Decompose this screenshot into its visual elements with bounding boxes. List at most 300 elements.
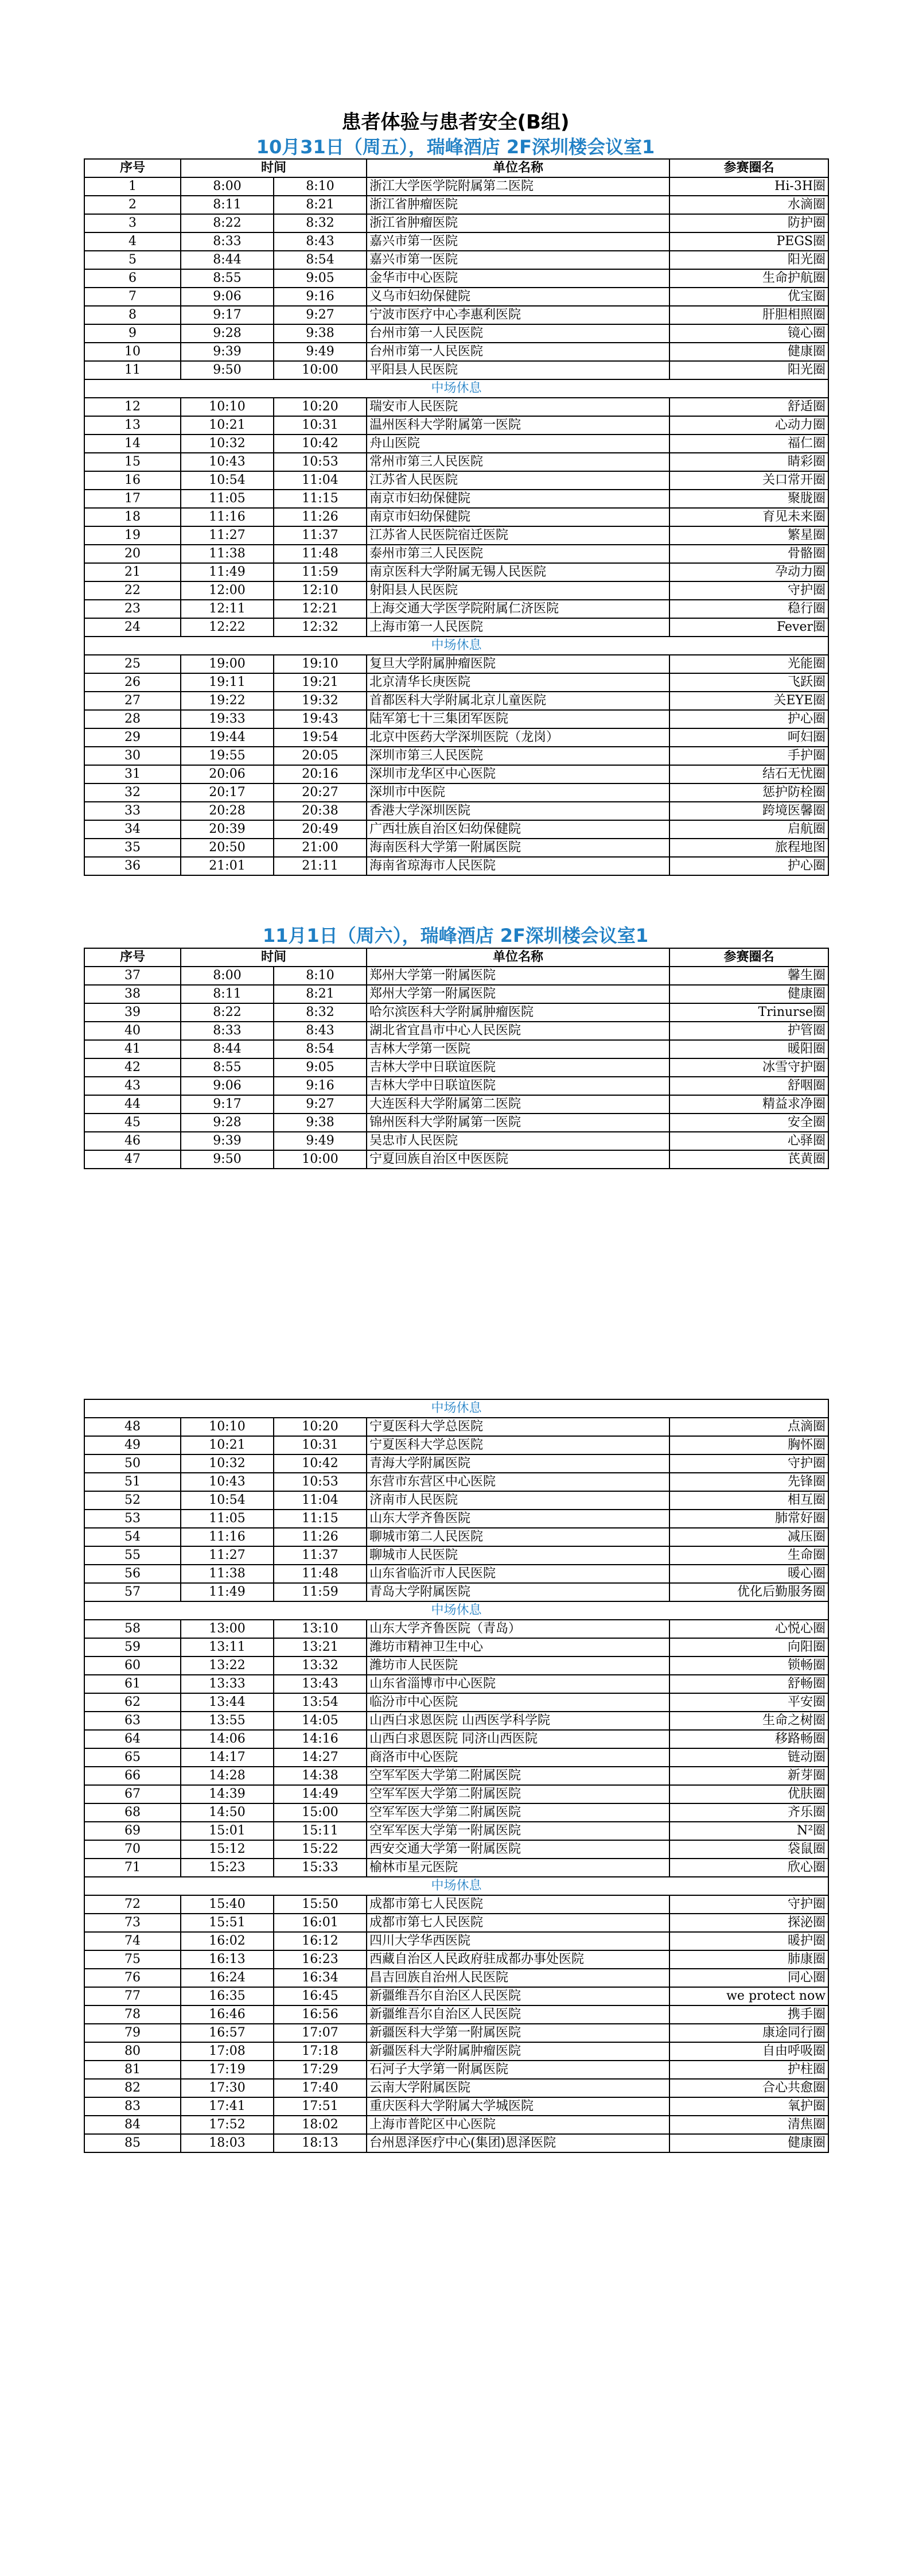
cell-team-name: 锁畅圈 bbox=[669, 1656, 828, 1675]
cell-team-name: 优肤圈 bbox=[669, 1785, 828, 1803]
cell-end-time: 18:13 bbox=[274, 2134, 367, 2152]
table-row bbox=[84, 1491, 828, 1510]
cell-end-time: 19:21 bbox=[274, 673, 367, 692]
cell-start-time: 8:11 bbox=[181, 985, 274, 1003]
cell-team-name: 繁星圈 bbox=[669, 526, 828, 545]
cell-start-time: 12:11 bbox=[181, 600, 274, 618]
table-row bbox=[84, 618, 828, 637]
cell-team-name: 防护圈 bbox=[669, 214, 828, 232]
cell-end-time: 15:50 bbox=[274, 1895, 367, 1914]
cell-number: 54 bbox=[84, 1528, 181, 1546]
cell-team-name: 探泌圈 bbox=[669, 1914, 828, 1932]
cell-number: 25 bbox=[84, 655, 181, 673]
cell-start-time: 12:00 bbox=[181, 581, 274, 600]
cell-organization: 深圳市第三人民医院 bbox=[367, 747, 669, 765]
cell-number: 30 bbox=[84, 747, 181, 765]
cell-organization: 上海市第一人民医院 bbox=[367, 618, 669, 637]
cell-team-name: 康途同行圈 bbox=[669, 2024, 828, 2042]
table-row bbox=[84, 1077, 828, 1095]
cell-organization: 北京中医药大学深圳医院（龙岗） bbox=[367, 728, 669, 747]
cell-end-time: 21:00 bbox=[274, 839, 367, 857]
cell-number: 11 bbox=[84, 361, 181, 379]
cell-start-time: 16:02 bbox=[181, 1932, 274, 1950]
cell-start-time: 9:17 bbox=[181, 306, 274, 324]
cell-start-time: 11:38 bbox=[181, 545, 274, 563]
cell-number: 9 bbox=[84, 324, 181, 343]
cell-team-name: 舒适圈 bbox=[669, 398, 828, 416]
cell-number: 67 bbox=[84, 1785, 181, 1803]
cell-team-name: 安全圈 bbox=[669, 1114, 828, 1132]
cell-team-name: 健康圈 bbox=[669, 985, 828, 1003]
cell-number: 64 bbox=[84, 1730, 181, 1748]
cell-number: 51 bbox=[84, 1473, 181, 1491]
cell-organization: 平阳县人民医院 bbox=[367, 361, 669, 379]
schedule-table-nov1 bbox=[84, 948, 829, 1169]
cell-start-time: 15:51 bbox=[181, 1914, 274, 1932]
table-row bbox=[84, 434, 828, 453]
cell-start-time: 11:05 bbox=[181, 490, 274, 508]
cell-organization: 郑州大学第一附属医院 bbox=[367, 985, 669, 1003]
cell-end-time: 11:26 bbox=[274, 1528, 367, 1546]
cell-organization: 浙江省肿瘤医院 bbox=[367, 214, 669, 232]
cell-end-time: 10:20 bbox=[274, 398, 367, 416]
cell-start-time: 8:22 bbox=[181, 214, 274, 232]
cell-organization: 宁夏医科大学总医院 bbox=[367, 1418, 669, 1436]
cell-start-time: 16:13 bbox=[181, 1950, 274, 1969]
cell-organization: 吉林大学第一医院 bbox=[367, 1040, 669, 1058]
cell-start-time: 15:23 bbox=[181, 1859, 274, 1877]
cell-end-time: 15:22 bbox=[274, 1840, 367, 1859]
cell-end-time: 10:31 bbox=[274, 1436, 367, 1454]
table-row bbox=[84, 1620, 828, 1638]
cell-organization: 香港大学深圳医院 bbox=[367, 802, 669, 820]
cell-start-time: 9:06 bbox=[181, 1077, 274, 1095]
table-row bbox=[84, 2024, 828, 2042]
table-row bbox=[84, 1693, 828, 1712]
cell-team-name: 心驿圈 bbox=[669, 1132, 828, 1150]
cell-organization: 四川大学华西医院 bbox=[367, 1932, 669, 1950]
cell-team-name: 阳光圈 bbox=[669, 361, 828, 379]
cell-end-time: 16:01 bbox=[274, 1914, 367, 1932]
cell-start-time: 8:00 bbox=[181, 967, 274, 985]
cell-organization: 瑞安市人民医院 bbox=[367, 398, 669, 416]
cell-number: 17 bbox=[84, 490, 181, 508]
cell-start-time: 10:32 bbox=[181, 434, 274, 453]
cell-number: 19 bbox=[84, 526, 181, 545]
cell-number: 33 bbox=[84, 802, 181, 820]
header-no: 序号 bbox=[84, 948, 181, 967]
cell-team-name: 自由呼吸圈 bbox=[669, 2042, 828, 2061]
cell-organization: 浙江大学医学院附属第二医院 bbox=[367, 177, 669, 196]
cell-start-time: 8:44 bbox=[181, 251, 274, 269]
cell-start-time: 17:30 bbox=[181, 2079, 274, 2097]
break-label: 中场休息 bbox=[84, 1877, 828, 1895]
table-row bbox=[84, 1565, 828, 1583]
cell-start-time: 14:50 bbox=[181, 1803, 274, 1822]
cell-number: 8 bbox=[84, 306, 181, 324]
cell-team-name: 向阳圈 bbox=[669, 1638, 828, 1656]
cell-start-time: 10:10 bbox=[181, 1418, 274, 1436]
cell-team-name: N²圈 bbox=[669, 1822, 828, 1840]
cell-end-time: 19:32 bbox=[274, 692, 367, 710]
cell-team-name: 阳光圈 bbox=[669, 251, 828, 269]
cell-organization: 昌吉回族自治州人民医院 bbox=[367, 1969, 669, 1987]
cell-end-time: 8:54 bbox=[274, 251, 367, 269]
cell-number: 36 bbox=[84, 857, 181, 875]
cell-end-time: 16:56 bbox=[274, 2005, 367, 2024]
cell-start-time: 8:55 bbox=[181, 1058, 274, 1077]
cell-number: 68 bbox=[84, 1803, 181, 1822]
cell-number: 13 bbox=[84, 416, 181, 434]
cell-number: 35 bbox=[84, 839, 181, 857]
cell-team-name: 镜心圈 bbox=[669, 324, 828, 343]
section-heading-oct31: 10月31日（周五），瑞峰酒店 2F深圳楼会议室1 bbox=[256, 136, 655, 158]
cell-end-time: 9:27 bbox=[274, 1095, 367, 1114]
cell-organization: 新疆医科大学附属肿瘤医院 bbox=[367, 2042, 669, 2061]
cell-team-name: 平安圈 bbox=[669, 1693, 828, 1712]
table-row bbox=[84, 508, 828, 526]
cell-number: 46 bbox=[84, 1132, 181, 1150]
cell-team-name: 福仁圈 bbox=[669, 434, 828, 453]
table-row bbox=[84, 453, 828, 471]
cell-organization: 吉林大学中日联谊医院 bbox=[367, 1077, 669, 1095]
table-row bbox=[84, 1932, 828, 1950]
break-label: 中场休息 bbox=[84, 1399, 828, 1418]
cell-number: 49 bbox=[84, 1436, 181, 1454]
cell-start-time: 18:03 bbox=[181, 2134, 274, 2152]
cell-number: 61 bbox=[84, 1675, 181, 1693]
cell-team-name: 守护圈 bbox=[669, 581, 828, 600]
cell-end-time: 11:15 bbox=[274, 490, 367, 508]
cell-end-time: 12:32 bbox=[274, 618, 367, 637]
cell-team-name: 手护圈 bbox=[669, 747, 828, 765]
cell-start-time: 8:22 bbox=[181, 1003, 274, 1022]
table-row bbox=[84, 1040, 828, 1058]
cell-team-name: 骨骼圈 bbox=[669, 545, 828, 563]
cell-team-name: 优化后勤服务圈 bbox=[669, 1583, 828, 1601]
cell-start-time: 9:50 bbox=[181, 1150, 274, 1169]
cell-team-name: 睛彩圈 bbox=[669, 453, 828, 471]
cell-start-time: 15:12 bbox=[181, 1840, 274, 1859]
table-row bbox=[84, 1895, 828, 1914]
cell-team-name: 跨境医馨圈 bbox=[669, 802, 828, 820]
cell-organization: 浙江省肿瘤医院 bbox=[367, 196, 669, 214]
cell-team-name: 聚胧圈 bbox=[669, 490, 828, 508]
cell-end-time: 11:04 bbox=[274, 1491, 367, 1510]
cell-number: 1 bbox=[84, 177, 181, 196]
cell-number: 15 bbox=[84, 453, 181, 471]
page-title: 患者体验与患者安全(B组) bbox=[341, 111, 570, 134]
cell-number: 44 bbox=[84, 1095, 181, 1114]
cell-end-time: 9:16 bbox=[274, 288, 367, 306]
cell-end-time: 17:29 bbox=[274, 2061, 367, 2079]
cell-number: 66 bbox=[84, 1767, 181, 1785]
cell-organization: 台州恩泽医疗中心(集团)恩泽医院 bbox=[367, 2134, 669, 2152]
cell-end-time: 13:21 bbox=[274, 1638, 367, 1656]
cell-number: 20 bbox=[84, 545, 181, 563]
cell-team-name: 氧护圈 bbox=[669, 2097, 828, 2116]
break-row bbox=[84, 1877, 828, 1895]
cell-end-time: 9:49 bbox=[274, 1132, 367, 1150]
header-team: 参赛圈名 bbox=[669, 159, 828, 177]
cell-team-name: Fever圈 bbox=[669, 618, 828, 637]
table-row bbox=[84, 306, 828, 324]
cell-start-time: 13:44 bbox=[181, 1693, 274, 1712]
table-row bbox=[84, 728, 828, 747]
cell-organization: 台州市第一人民医院 bbox=[367, 343, 669, 361]
cell-organization: 海南省琼海市人民医院 bbox=[367, 857, 669, 875]
cell-number: 73 bbox=[84, 1914, 181, 1932]
cell-number: 12 bbox=[84, 398, 181, 416]
break-label: 中场休息 bbox=[84, 637, 828, 655]
break-label: 中场休息 bbox=[84, 379, 828, 398]
cell-team-name: 移路畅圈 bbox=[669, 1730, 828, 1748]
table-row bbox=[84, 1058, 828, 1077]
cell-end-time: 11:59 bbox=[274, 1583, 367, 1601]
cell-organization: 东营市东营区中心医院 bbox=[367, 1473, 669, 1491]
cell-end-time: 11:48 bbox=[274, 1565, 367, 1583]
cell-number: 69 bbox=[84, 1822, 181, 1840]
cell-start-time: 11:49 bbox=[181, 563, 274, 581]
cell-organization: 宁夏医科大学总医院 bbox=[367, 1436, 669, 1454]
table-row bbox=[84, 251, 828, 269]
cell-number: 74 bbox=[84, 1932, 181, 1950]
cell-team-name: 肺康圈 bbox=[669, 1950, 828, 1969]
cell-organization: 宁波市医疗中心李惠利医院 bbox=[367, 306, 669, 324]
table-row bbox=[84, 214, 828, 232]
break-row bbox=[84, 637, 828, 655]
cell-team-name: 暖心圈 bbox=[669, 1565, 828, 1583]
table-row bbox=[84, 2097, 828, 2116]
cell-number: 52 bbox=[84, 1491, 181, 1510]
cell-organization: 山西白求恩医院 山西医学科学院 bbox=[367, 1712, 669, 1730]
cell-organization: 新疆维吾尔自治区人民医院 bbox=[367, 2005, 669, 2024]
cell-organization: 义乌市妇幼保健院 bbox=[367, 288, 669, 306]
cell-end-time: 9:05 bbox=[274, 269, 367, 288]
cell-start-time: 8:11 bbox=[181, 196, 274, 214]
table-row bbox=[84, 1583, 828, 1601]
table-row bbox=[84, 361, 828, 379]
cell-number: 60 bbox=[84, 1656, 181, 1675]
cell-organization: 台州市第一人民医院 bbox=[367, 324, 669, 343]
cell-team-name: 生命护航圈 bbox=[669, 269, 828, 288]
cell-organization: 空军军医大学第二附属医院 bbox=[367, 1767, 669, 1785]
cell-number: 79 bbox=[84, 2024, 181, 2042]
cell-start-time: 8:55 bbox=[181, 269, 274, 288]
cell-number: 41 bbox=[84, 1040, 181, 1058]
cell-organization: 成都市第七人民医院 bbox=[367, 1914, 669, 1932]
cell-end-time: 11:26 bbox=[274, 508, 367, 526]
cell-team-name: 呵妇圈 bbox=[669, 728, 828, 747]
cell-end-time: 14:05 bbox=[274, 1712, 367, 1730]
cell-number: 71 bbox=[84, 1859, 181, 1877]
cell-start-time: 10:32 bbox=[181, 1454, 274, 1473]
cell-start-time: 11:16 bbox=[181, 1528, 274, 1546]
cell-start-time: 13:00 bbox=[181, 1620, 274, 1638]
cell-end-time: 16:34 bbox=[274, 1969, 367, 1987]
table-row bbox=[84, 783, 828, 802]
cell-start-time: 17:08 bbox=[181, 2042, 274, 2061]
cell-start-time: 9:50 bbox=[181, 361, 274, 379]
cell-team-name: 生命圈 bbox=[669, 1546, 828, 1565]
cell-organization: 成都市第七人民医院 bbox=[367, 1895, 669, 1914]
cell-team-name: 精益求净圈 bbox=[669, 1095, 828, 1114]
cell-end-time: 9:27 bbox=[274, 306, 367, 324]
cell-organization: 潍坊市精神卫生中心 bbox=[367, 1638, 669, 1656]
table-row bbox=[84, 324, 828, 343]
cell-end-time: 15:33 bbox=[274, 1859, 367, 1877]
cell-team-name: 孕动力圈 bbox=[669, 563, 828, 581]
table-row bbox=[84, 1132, 828, 1150]
cell-organization: 深圳市龙华区中心医院 bbox=[367, 765, 669, 783]
cell-organization: 上海市普陀区中心医院 bbox=[367, 2116, 669, 2134]
table-row bbox=[84, 820, 828, 839]
cell-team-name: 守护圈 bbox=[669, 1454, 828, 1473]
cell-number: 22 bbox=[84, 581, 181, 600]
cell-start-time: 14:17 bbox=[181, 1748, 274, 1767]
cell-number: 81 bbox=[84, 2061, 181, 2079]
table-row bbox=[84, 1730, 828, 1748]
cell-team-name: 胸怀圈 bbox=[669, 1436, 828, 1454]
cell-number: 18 bbox=[84, 508, 181, 526]
table-row bbox=[84, 1987, 828, 2005]
cell-team-name: 健康圈 bbox=[669, 343, 828, 361]
cell-organization: 吉林大学中日联谊医院 bbox=[367, 1058, 669, 1077]
table-row bbox=[84, 1656, 828, 1675]
cell-start-time: 20:50 bbox=[181, 839, 274, 857]
cell-number: 29 bbox=[84, 728, 181, 747]
cell-organization: 山东省临沂市人民医院 bbox=[367, 1565, 669, 1583]
table-row bbox=[84, 581, 828, 600]
cell-end-time: 10:31 bbox=[274, 416, 367, 434]
cell-start-time: 13:33 bbox=[181, 1675, 274, 1693]
cell-start-time: 9:39 bbox=[181, 343, 274, 361]
cell-organization: 复旦大学附属肿瘤医院 bbox=[367, 655, 669, 673]
cell-start-time: 19:55 bbox=[181, 747, 274, 765]
table-row bbox=[84, 1969, 828, 1987]
cell-organization: 广西壮族自治区妇幼保健院 bbox=[367, 820, 669, 839]
cell-number: 78 bbox=[84, 2005, 181, 2024]
cell-organization: 锦州医科大学附属第一医院 bbox=[367, 1114, 669, 1132]
cell-end-time: 17:40 bbox=[274, 2079, 367, 2097]
cell-number: 28 bbox=[84, 710, 181, 728]
cell-organization: 南京市妇幼保健院 bbox=[367, 490, 669, 508]
cell-end-time: 8:21 bbox=[274, 985, 367, 1003]
cell-team-name: 护心圈 bbox=[669, 710, 828, 728]
cell-start-time: 8:44 bbox=[181, 1040, 274, 1058]
cell-organization: 新疆医科大学第一附属医院 bbox=[367, 2024, 669, 2042]
schedule-table-oct31 bbox=[84, 158, 829, 876]
cell-end-time: 20:38 bbox=[274, 802, 367, 820]
table-row bbox=[84, 692, 828, 710]
cell-team-name: 稳行圈 bbox=[669, 600, 828, 618]
cell-start-time: 14:06 bbox=[181, 1730, 274, 1748]
cell-number: 40 bbox=[84, 1022, 181, 1040]
cell-number: 65 bbox=[84, 1748, 181, 1767]
cell-team-name: 新芽圈 bbox=[669, 1767, 828, 1785]
cell-organization: 首都医科大学附属北京儿童医院 bbox=[367, 692, 669, 710]
cell-team-name: 光能圈 bbox=[669, 655, 828, 673]
break-label: 中场休息 bbox=[84, 1601, 828, 1620]
cell-end-time: 9:49 bbox=[274, 343, 367, 361]
cell-end-time: 16:12 bbox=[274, 1932, 367, 1950]
cell-start-time: 19:33 bbox=[181, 710, 274, 728]
cell-end-time: 8:54 bbox=[274, 1040, 367, 1058]
cell-end-time: 13:43 bbox=[274, 1675, 367, 1693]
cell-number: 6 bbox=[84, 269, 181, 288]
cell-end-time: 20:16 bbox=[274, 765, 367, 783]
cell-end-time: 8:32 bbox=[274, 1003, 367, 1022]
cell-start-time: 10:21 bbox=[181, 1436, 274, 1454]
cell-organization: 山东省淄博市中心医院 bbox=[367, 1675, 669, 1693]
cell-team-name: 心动力圈 bbox=[669, 416, 828, 434]
cell-end-time: 14:38 bbox=[274, 1767, 367, 1785]
table-row bbox=[84, 2079, 828, 2097]
cell-team-name: 护心圈 bbox=[669, 857, 828, 875]
cell-number: 84 bbox=[84, 2116, 181, 2134]
cell-end-time: 17:51 bbox=[274, 2097, 367, 2116]
table-row bbox=[84, 802, 828, 820]
table-row bbox=[84, 177, 828, 196]
table-row bbox=[84, 1436, 828, 1454]
cell-start-time: 9:28 bbox=[181, 324, 274, 343]
cell-start-time: 16:35 bbox=[181, 1987, 274, 2005]
cell-team-name: 护管圈 bbox=[669, 1022, 828, 1040]
break-row bbox=[84, 379, 828, 398]
cell-organization: 聊城市人民医院 bbox=[367, 1546, 669, 1565]
table-row bbox=[84, 490, 828, 508]
cell-end-time: 10:00 bbox=[274, 361, 367, 379]
cell-team-name: 芪黄圈 bbox=[669, 1150, 828, 1169]
cell-end-time: 13:32 bbox=[274, 1656, 367, 1675]
cell-number: 43 bbox=[84, 1077, 181, 1095]
cell-team-name: 关口常开圈 bbox=[669, 471, 828, 490]
table-row bbox=[84, 1914, 828, 1932]
cell-end-time: 13:10 bbox=[274, 1620, 367, 1638]
cell-number: 47 bbox=[84, 1150, 181, 1169]
table-row bbox=[84, 857, 828, 875]
cell-team-name: 冰雪守护圈 bbox=[669, 1058, 828, 1077]
cell-number: 45 bbox=[84, 1114, 181, 1132]
cell-start-time: 10:54 bbox=[181, 471, 274, 490]
cell-start-time: 9:17 bbox=[181, 1095, 274, 1114]
table-row bbox=[84, 416, 828, 434]
cell-organization: 哈尔滨医科大学附属肿瘤医院 bbox=[367, 1003, 669, 1022]
cell-end-time: 16:23 bbox=[274, 1950, 367, 1969]
cell-organization: 商洛市中心医院 bbox=[367, 1748, 669, 1767]
cell-start-time: 16:57 bbox=[181, 2024, 274, 2042]
cell-number: 63 bbox=[84, 1712, 181, 1730]
cell-start-time: 20:39 bbox=[181, 820, 274, 839]
table-row bbox=[84, 288, 828, 306]
table-row bbox=[84, 747, 828, 765]
cell-team-name: 启航圈 bbox=[669, 820, 828, 839]
table-row bbox=[84, 2116, 828, 2134]
cell-end-time: 20:05 bbox=[274, 747, 367, 765]
cell-number: 32 bbox=[84, 783, 181, 802]
table-row bbox=[84, 1675, 828, 1693]
cell-end-time: 14:49 bbox=[274, 1785, 367, 1803]
cell-team-name: 先锋圈 bbox=[669, 1473, 828, 1491]
cell-organization: 郑州大学第一附属医院 bbox=[367, 967, 669, 985]
cell-number: 55 bbox=[84, 1546, 181, 1565]
cell-end-time: 15:00 bbox=[274, 1803, 367, 1822]
table-row bbox=[84, 545, 828, 563]
cell-end-time: 11:04 bbox=[274, 471, 367, 490]
cell-end-time: 11:48 bbox=[274, 545, 367, 563]
table-row bbox=[84, 985, 828, 1003]
cell-start-time: 17:19 bbox=[181, 2061, 274, 2079]
